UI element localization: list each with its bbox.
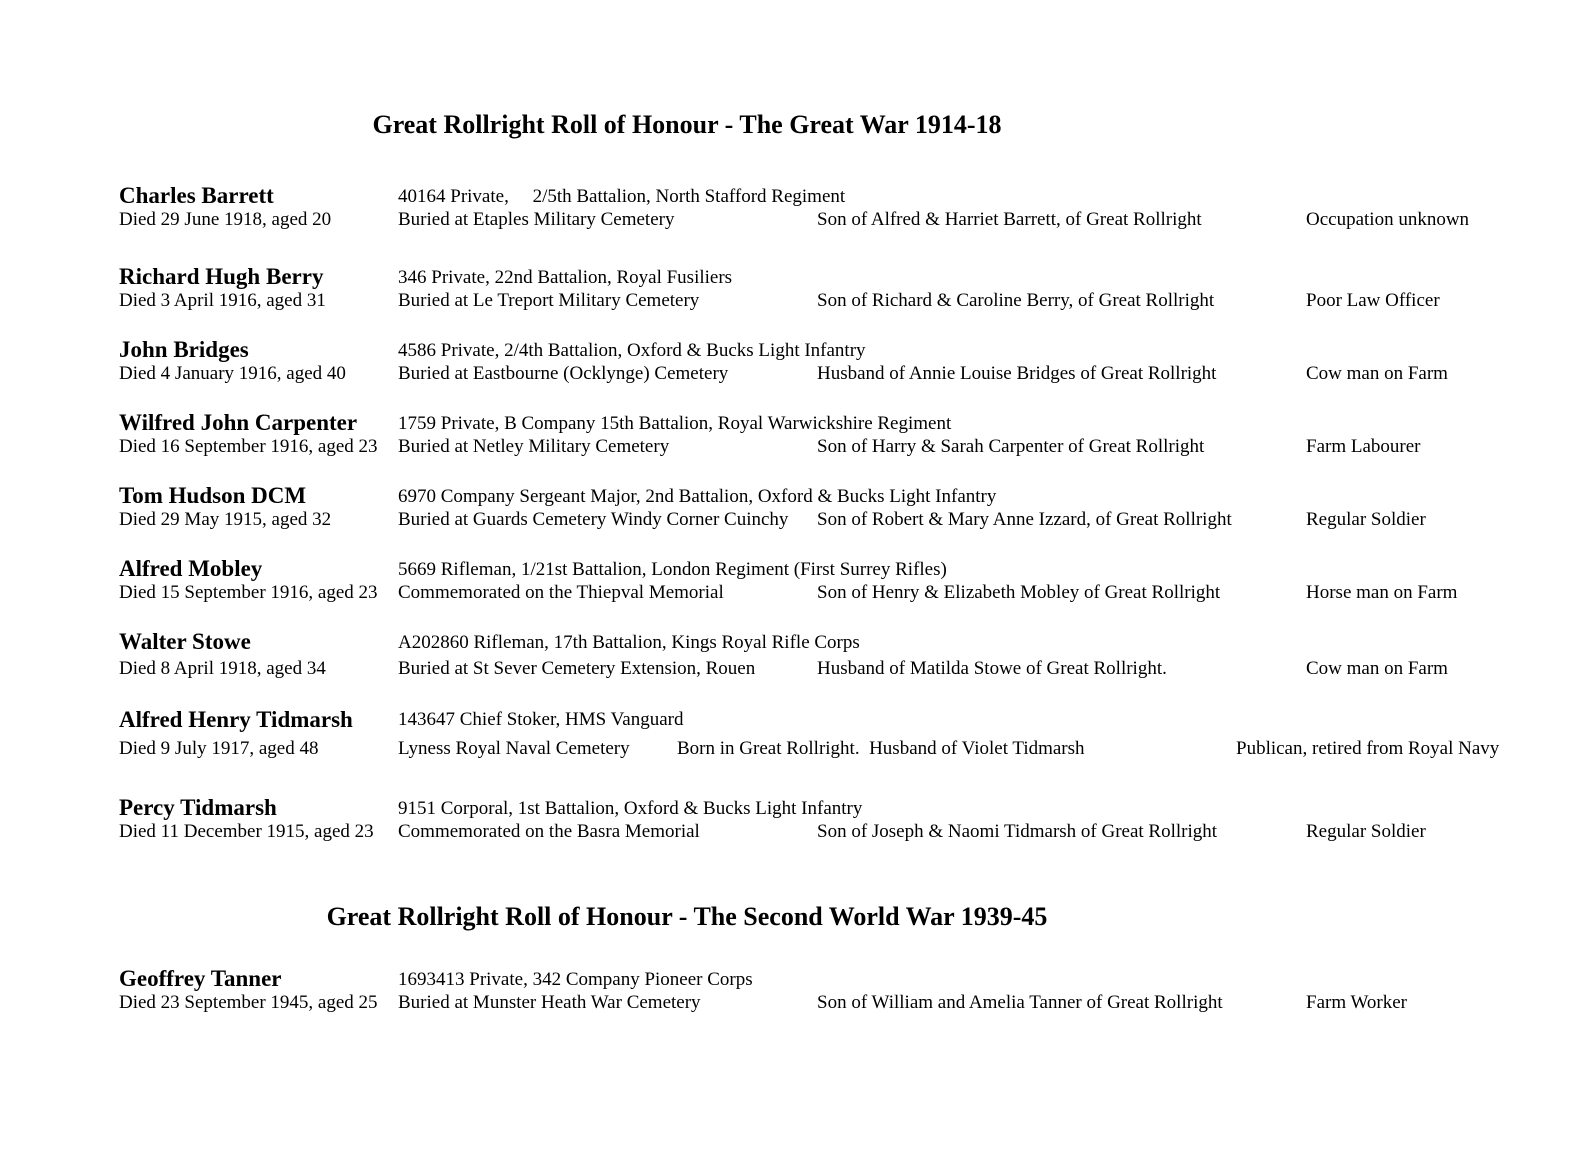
roll-entry [0, 630, 1592, 686]
death-details: Died 29 June 1918, aged 20 [119, 209, 332, 230]
death-details: Died 29 May 1915, aged 32 [119, 509, 332, 530]
death-details: Died 16 September 1916, aged 23 [119, 436, 378, 457]
roll-entry [0, 265, 1592, 321]
burial-place: Buried at Netley Military Cemetery [398, 436, 670, 457]
burial-place: Buried at Le Treport Military Cemetery [398, 290, 700, 311]
soldier-name: Charles Barrett [119, 183, 274, 208]
occupation: Poor Law Officer [1306, 290, 1440, 311]
service-details: 5669 Rifleman, 1/21st Battalion, London Regiment (First Surrey Rifles) [398, 559, 947, 580]
family-details: Son of Harry & Sarah Carpenter of Great Rollright [817, 436, 1205, 457]
occupation: Cow man on Farm [1306, 363, 1448, 384]
soldier-name: Alfred Henry Tidmarsh [119, 707, 353, 732]
occupation: Horse man on Farm [1306, 582, 1458, 603]
roll-entry [0, 184, 1592, 240]
service-details: 1759 Private, B Company 15th Battalion, Royal Warwickshire Regiment [398, 413, 952, 434]
death-details: Died 4 January 1916, aged 40 [119, 363, 346, 384]
burial-place: Buried at Eastbourne (Ocklynge) Cemetery [398, 363, 729, 384]
section-title: Great Rollright Roll of Honour - The Second World War 1939-45 [326, 902, 1048, 931]
occupation: Farm Worker [1306, 992, 1408, 1013]
occupation: Regular Soldier [1306, 509, 1426, 530]
service-details: 9151 Corporal, 1st Battalion, Oxford & Bucks Light Infantry [398, 798, 863, 819]
roll-entry [0, 796, 1592, 852]
burial-place: Commemorated on the Basra Memorial [398, 821, 700, 842]
soldier-name: Wilfred John Carpenter [119, 410, 358, 435]
occupation: Regular Soldier [1306, 821, 1426, 842]
occupation: Farm Labourer [1306, 436, 1421, 457]
death-details: Died 11 December 1915, aged 23 [119, 821, 374, 842]
occupation: Occupation unknown [1306, 209, 1470, 230]
service-details: 40164 Private, 2/5th Battalion, North Stafford Regiment [398, 186, 846, 207]
burial-place: Lyness Royal Naval Cemetery [398, 738, 630, 759]
service-details: A202860 Rifleman, 17th Battalion, Kings Royal Rifle Corps [398, 632, 860, 653]
roll-entry [0, 484, 1592, 540]
roll-entry [0, 557, 1592, 613]
family-details: Son of Alfred & Harriet Barrett, of Great Rollright [817, 209, 1202, 230]
family-details: Husband of Matilda Stowe of Great Rollright. [817, 658, 1167, 679]
service-details: 346 Private, 22nd Battalion, Royal Fusiliers [398, 267, 733, 288]
death-details: Died 9 July 1917, aged 48 [119, 738, 319, 759]
death-details: Died 23 September 1945, aged 25 [119, 992, 378, 1013]
burial-place: Buried at Etaples Military Cemetery [398, 209, 675, 230]
roll-entry [0, 708, 1592, 764]
section-title: Great Rollright Roll of Honour - The Great War 1914-18 [372, 110, 1002, 139]
family-details: Son of Joseph & Naomi Tidmarsh of Great Rollright [817, 821, 1218, 842]
family-details: Son of Richard & Caroline Berry, of Great Rollright [817, 290, 1215, 311]
death-details: Died 8 April 1918, aged 34 [119, 658, 326, 679]
service-details: 6970 Company Sergeant Major, 2nd Battalion, Oxford & Bucks Light Infantry [398, 486, 997, 507]
family-details: Husband of Annie Louise Bridges of Great Rollright [817, 363, 1217, 384]
family-details: Born in Great Rollright. Husband of Violet Tidmarsh [677, 738, 1085, 759]
service-details: 4586 Private, 2/4th Battalion, Oxford & Bucks Light Infantry [398, 340, 866, 361]
soldier-name: Geoffrey Tanner [119, 966, 282, 991]
soldier-name: Richard Hugh Berry [119, 264, 324, 289]
soldier-name: Walter Stowe [119, 629, 251, 654]
occupation: Publican, retired from Royal Navy [1236, 738, 1500, 759]
soldier-name: Alfred Mobley [119, 556, 263, 581]
burial-place: Commemorated on the Thiepval Memorial [398, 582, 724, 603]
burial-place: Buried at Guards Cemetery Windy Corner Cuinchy [398, 509, 789, 530]
death-details: Died 15 September 1916, aged 23 [119, 582, 378, 603]
family-details: Son of William and Amelia Tanner of Great Rollright [817, 992, 1223, 1013]
roll-entry [0, 411, 1592, 467]
roll-entry [0, 967, 1592, 1023]
service-details: 143647 Chief Stoker, HMS Vanguard [398, 709, 684, 730]
family-details: Son of Robert & Mary Anne Izzard, of Great Rollright [817, 509, 1232, 530]
soldier-name: John Bridges [119, 337, 249, 362]
soldier-name: Tom Hudson DCM [119, 483, 307, 508]
death-details: Died 3 April 1916, aged 31 [119, 290, 326, 311]
service-details: 1693413 Private, 342 Company Pioneer Corps [398, 969, 753, 990]
burial-place: Buried at Munster Heath War Cemetery [398, 992, 701, 1013]
family-details: Son of Henry & Elizabeth Mobley of Great Rollright [817, 582, 1221, 603]
soldier-name: Percy Tidmarsh [119, 795, 277, 820]
roll-entry [0, 338, 1592, 394]
burial-place: Buried at St Sever Cemetery Extension, Rouen [398, 658, 756, 679]
occupation: Cow man on Farm [1306, 658, 1448, 679]
